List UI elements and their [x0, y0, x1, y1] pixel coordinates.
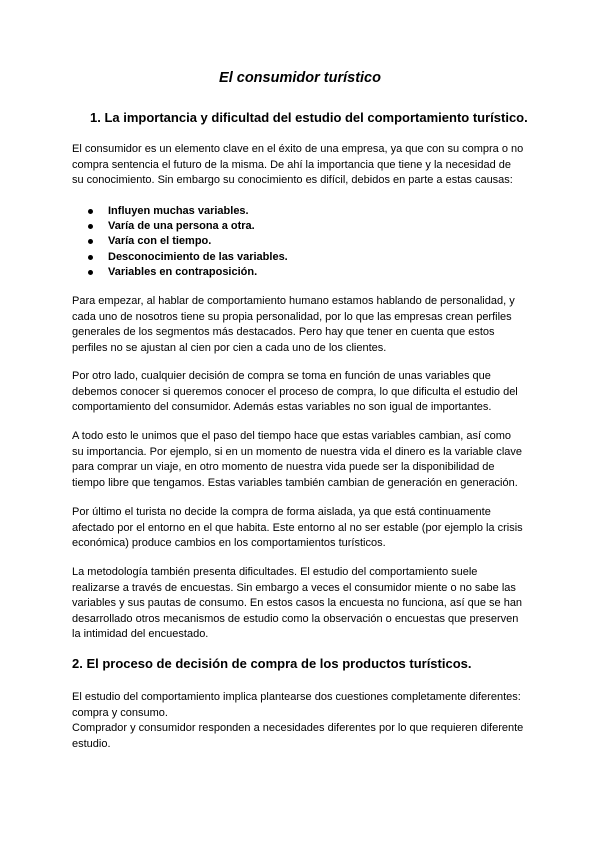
causes-list	[88, 204, 288, 280]
bullet-icon	[88, 239, 93, 244]
text-line: A todo esto le unimos que el paso del tiempo hace que estas variables cambian, así como	[72, 430, 512, 442]
text-line: Para empezar, al hablar de comportamiento humano estamos hablando de personalidad, y	[72, 295, 515, 307]
text-line: realizarse a través de encuestas. Sin embargo a veces el consumidor miente o no sabe las	[72, 581, 516, 594]
text-line: cada uno de nosotros tiene su propia personalidad, por lo que las empresas crean perfiles	[72, 310, 512, 323]
list-item	[88, 265, 288, 280]
list-item	[88, 250, 288, 265]
list-item-text: Desconocimiento de las variables.	[108, 250, 288, 263]
list-item-text: Influyen muchas variables.	[108, 205, 249, 217]
intro-paragraph	[72, 142, 532, 189]
document-title: El consumidor turístico	[219, 70, 381, 86]
text-line: para comprar un viaje, en otro momento de nuestra vida puede ser la disponibilidad de	[72, 461, 495, 473]
text-line: Comprador y consumidor responden a necesidades diferentes por lo que requieren diferente	[72, 722, 524, 734]
methodology-paragraph	[72, 565, 532, 643]
list-item	[88, 219, 288, 234]
text-line: Por último el turista no decide la compra de forma aislada, ya que está continuamente	[72, 506, 491, 518]
time-paragraph	[72, 429, 532, 491]
purchase-process-paragraph	[72, 690, 532, 752]
text-line: su importancia. Por ejemplo, si en un momento de nuestra vida el dinero es la variable clave	[72, 445, 523, 458]
text-line: desarrollado otros mecanismos de estudio como la observación o encuestas que preserven	[72, 612, 519, 625]
bullet-icon	[88, 270, 93, 275]
text-line: su conocimiento. Sin embargo su conocimiento es difícil, debidos en parte a estas causas:	[72, 174, 513, 186]
variables-paragraph	[72, 369, 532, 416]
list-item	[88, 204, 288, 219]
text-line: Por otro lado, cualquier decisión de compra se toma en función de unas variables que	[72, 370, 491, 382]
text-line: compra sentencia el futuro de la misma. De ahí la importancia que tiene y la necesidad de	[72, 158, 512, 171]
list-item-text: Variables en contraposición.	[108, 265, 258, 278]
text-line: económica) produce cambios en los comportamientos turísticos.	[72, 537, 386, 549]
list-item-text: Varía de una persona a otra.	[108, 220, 255, 233]
text-line: afectado por el entorno en el que habita. Este entorno al no ser estable (por ejemplo la crisis	[72, 521, 523, 534]
text-line: compra y consumo.	[72, 706, 168, 719]
text-line: El estudio del comportamiento implica plantearse dos cuestiones completamente diferentes:	[72, 691, 521, 703]
environment-paragraph	[72, 505, 532, 552]
list-item	[88, 234, 288, 249]
text-line: la intimidad del encuestado.	[72, 628, 209, 640]
text-line: variables y sus pautas de consumo. En estos casos la encuesta no funciona, así que se han	[72, 597, 523, 609]
text-line: comportamiento del consumidor. Además estas variables no son igual de importantes.	[72, 401, 492, 413]
text-line: estudio.	[72, 737, 111, 750]
bullet-icon	[88, 224, 93, 229]
text-line: La metodología también presenta dificultades. El estudio del comportamiento suele	[72, 566, 478, 578]
bullet-icon	[88, 209, 93, 214]
text-line: debemos conocer si queremos conocer el proceso de compra, lo que dificulta el estudio del	[72, 385, 518, 398]
text-line: perfiles no se ajustan al cien por cien a cada uno de los clientes.	[72, 341, 387, 354]
list-item-text: Varía con el tiempo.	[108, 235, 212, 248]
section-2-heading: 2. El proceso de decisión de compra de los productos turísticos.	[72, 656, 472, 671]
text-line: tiempo libre que tengamos. Estas variables también cambian de generación en generación.	[72, 476, 518, 489]
text-line: generales de los segmentos más destacados. Pero hay que tener en cuenta que estos	[72, 326, 495, 338]
personality-paragraph	[72, 294, 532, 356]
bullet-icon	[88, 255, 93, 260]
section-1-heading: 1. La importancia y dificultad del estudio del comportamiento turístico.	[90, 110, 528, 125]
text-line: El consumidor es un elemento clave en el éxito de una empresa, ya que con su compra o no	[72, 143, 524, 155]
